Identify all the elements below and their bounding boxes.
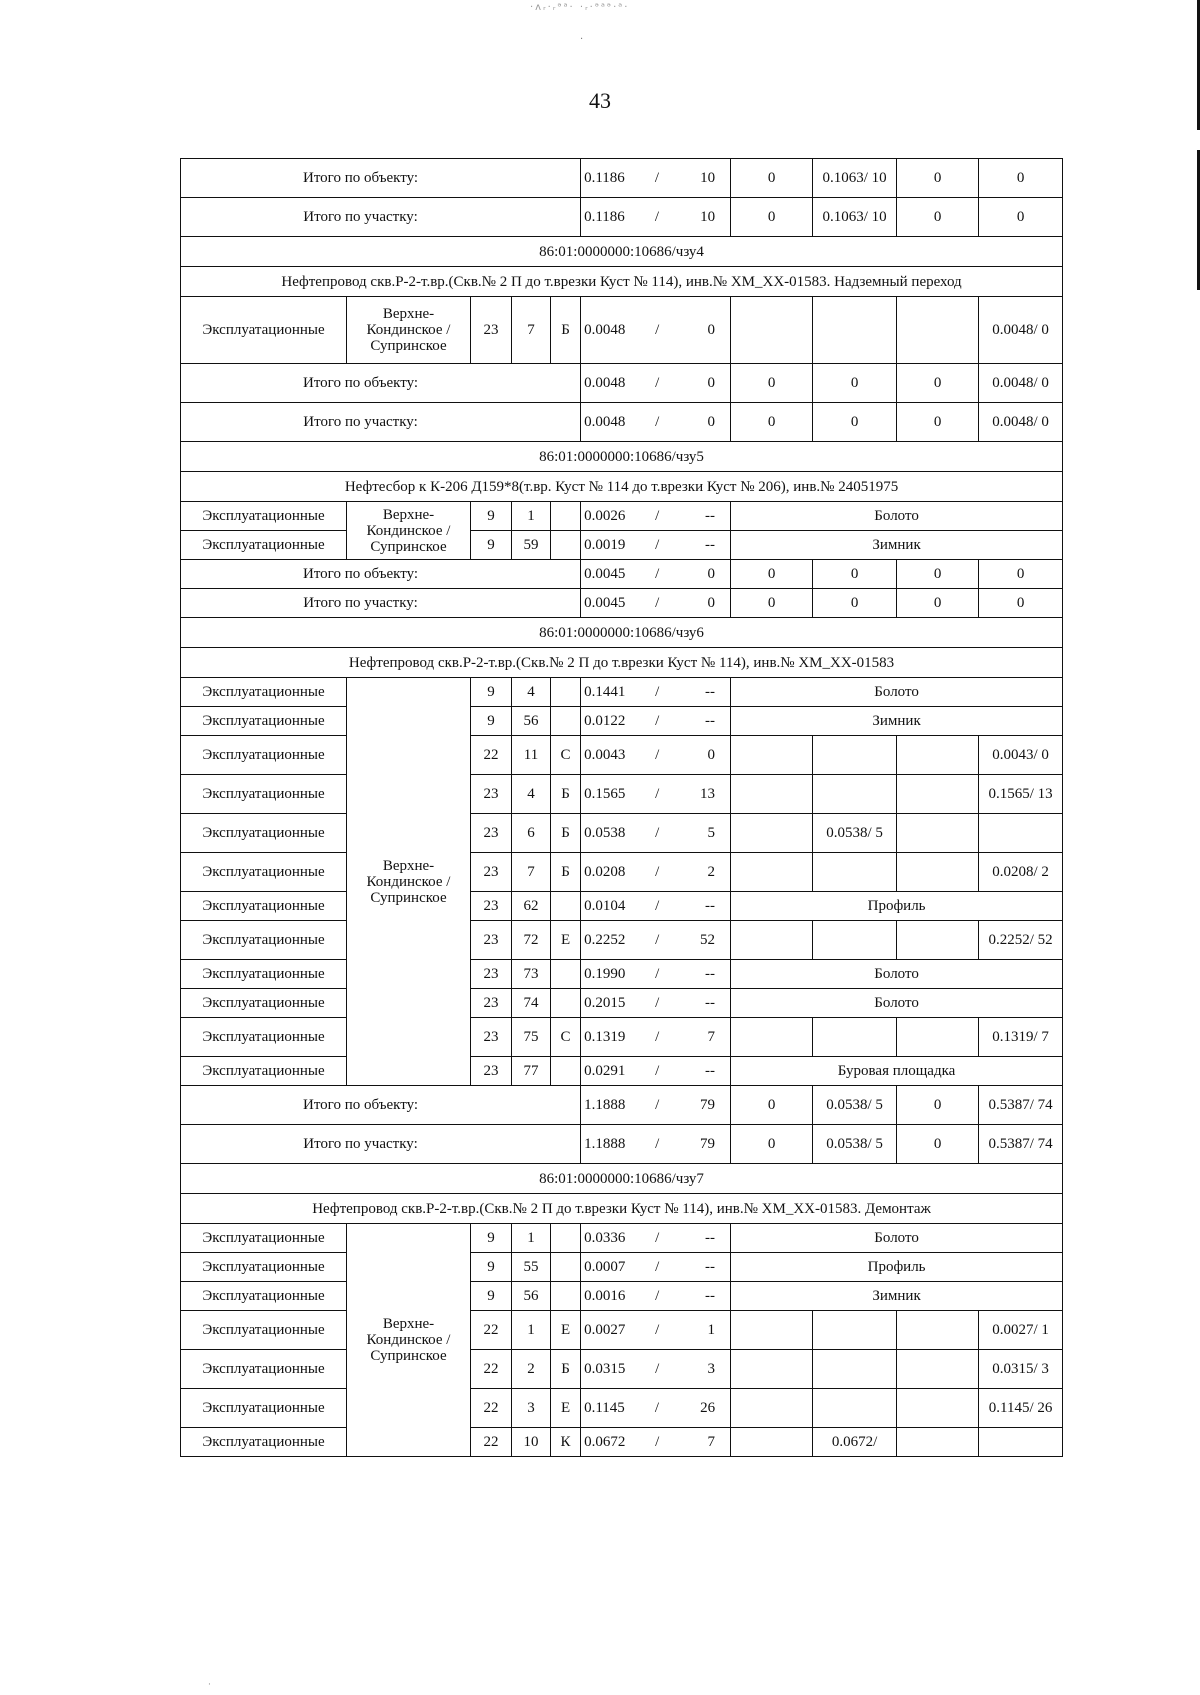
value-cell bbox=[897, 297, 979, 364]
summary-label: Итого по участку: bbox=[303, 209, 418, 225]
area-value: 0.1186 bbox=[584, 209, 625, 225]
note-cell: Зимник bbox=[731, 531, 1063, 560]
area-value: 0.1186 bbox=[584, 170, 625, 186]
note-cell: Буровая площадка bbox=[731, 1057, 1063, 1086]
class-cell bbox=[551, 707, 581, 736]
area-value: 0.0045 bbox=[584, 566, 626, 582]
table-row: Эксплуатационные 9 55 0.0007 / -- Профиль bbox=[181, 1253, 1063, 1282]
area-value: 0.0048 bbox=[584, 322, 626, 338]
quarter-cell: 22 bbox=[471, 1350, 512, 1389]
quarter-cell: 23 bbox=[471, 814, 512, 853]
summary-row-site: Итого по участку: 0.0048 / 0 0 0 0 0.0048/ 0 bbox=[181, 403, 1063, 442]
section-title: Нефтепровод скв.Р-2-т.вр.(Скв.№ 2 П до т.врезки Куст № 114), инв.№ ХМ_ХХ-01583. Надземный переход bbox=[181, 267, 1063, 297]
count-value: 13 bbox=[700, 786, 716, 802]
table-row: Эксплуатационные 23 77 0.0291 / -- Буровая площадка bbox=[181, 1057, 1063, 1086]
table-row: Эксплуатационные Верхне-Кондинское / Супринское 9 4 0.1441 / -- Болото bbox=[181, 678, 1063, 707]
count-value: 26 bbox=[700, 1400, 716, 1416]
class-cell bbox=[551, 1282, 581, 1311]
count-value: 7 bbox=[707, 1029, 716, 1045]
value-cell bbox=[897, 1389, 979, 1428]
value-cell bbox=[897, 1428, 979, 1457]
plot-cell: 77 bbox=[512, 1057, 551, 1086]
cadastral-code: 86:01:0000000:10686/чзу7 bbox=[181, 1164, 1063, 1194]
note-cell: Зимник bbox=[731, 1282, 1063, 1311]
value-cell bbox=[897, 1311, 979, 1350]
quarter-cell: 23 bbox=[471, 775, 512, 814]
value-cell bbox=[731, 1311, 813, 1350]
category-cell: Эксплуатационные bbox=[181, 736, 347, 775]
table-row: Эксплуатационные Верхне-Кондинское / Супринское 23 7 Б 0.0048 / 0 0.0048/ 0 bbox=[181, 297, 1063, 364]
value-cell: 0 bbox=[813, 364, 897, 403]
area-value: 0.0027 bbox=[584, 1322, 626, 1338]
plot-cell: 7 bbox=[512, 297, 551, 364]
class-cell: Б bbox=[551, 1350, 581, 1389]
count-value: 79 bbox=[700, 1097, 716, 1113]
quarter-cell: 23 bbox=[471, 960, 512, 989]
class-cell bbox=[551, 502, 581, 531]
count-value: -- bbox=[705, 537, 716, 553]
value-cell: 0.0315/ 3 bbox=[979, 1350, 1063, 1389]
table-row: Эксплуатационные 23 73 0.1990 / -- Болото bbox=[181, 960, 1063, 989]
count-value: -- bbox=[705, 684, 716, 700]
area-value: 0.0104 bbox=[584, 898, 626, 914]
region-cell: Верхне-Кондинское / Супринское bbox=[347, 502, 471, 560]
value-cell bbox=[731, 814, 813, 853]
value-cell: 0 bbox=[979, 589, 1063, 618]
summary-row-site: Итого по участку: 0.0045 / 0 0 0 0 0 bbox=[181, 589, 1063, 618]
value-cell: 0 bbox=[897, 198, 979, 237]
area-value: 0.1990 bbox=[584, 966, 626, 982]
region-cell: Верхне-Кондинское / Супринское bbox=[347, 297, 471, 364]
value-cell: 0.0043/ 0 bbox=[979, 736, 1063, 775]
plot-cell: 2 bbox=[512, 1350, 551, 1389]
table-row: Эксплуатационные 23 74 0.2015 / -- Болото bbox=[181, 989, 1063, 1018]
quarter-cell: 9 bbox=[471, 531, 512, 560]
class-cell: К bbox=[551, 1428, 581, 1457]
value-cell: 0.5387/ 74 bbox=[979, 1125, 1063, 1164]
plot-cell: 56 bbox=[512, 1282, 551, 1311]
table-row: Эксплуатационные 9 59 0.0019 / -- Зимник bbox=[181, 531, 1063, 560]
value-cell bbox=[979, 814, 1063, 853]
value-cell: 0 bbox=[979, 198, 1063, 237]
value-cell bbox=[731, 853, 813, 892]
area-value: 0.0672 bbox=[584, 1434, 626, 1450]
quarter-cell: 9 bbox=[471, 502, 512, 531]
value-cell bbox=[897, 736, 979, 775]
table-row: Эксплуатационные 23 4 Б 0.1565 / 13 0.1565/ 13 bbox=[181, 775, 1063, 814]
class-cell: Е bbox=[551, 1311, 581, 1350]
count-value: 5 bbox=[707, 825, 716, 841]
table-row: Эксплуатационные 23 72 Е 0.2252 / 52 0.2252/ 52 bbox=[181, 921, 1063, 960]
plot-cell: 4 bbox=[512, 678, 551, 707]
count-value: 1 bbox=[707, 1322, 716, 1338]
note-cell: Болото bbox=[731, 502, 1063, 531]
area-value: 0.2015 bbox=[584, 995, 626, 1011]
count-value: 0 bbox=[707, 747, 716, 763]
value-cell: 0.0208/ 2 bbox=[979, 853, 1063, 892]
area-value: 0.0007 bbox=[584, 1259, 626, 1275]
value-cell: 0 bbox=[813, 403, 897, 442]
class-cell: Е bbox=[551, 1389, 581, 1428]
table-row: Эксплуатационные 9 56 0.0122 / -- Зимник bbox=[181, 707, 1063, 736]
category-cell: Эксплуатационные bbox=[181, 502, 347, 531]
value-cell bbox=[731, 297, 813, 364]
category-cell: Эксплуатационные bbox=[181, 1428, 347, 1457]
value-cell bbox=[897, 775, 979, 814]
quarter-cell: 23 bbox=[471, 1057, 512, 1086]
count-value: 10 bbox=[700, 209, 716, 225]
category-cell: Эксплуатационные bbox=[181, 853, 347, 892]
scan-artifact: · bbox=[208, 1680, 211, 1690]
quarter-cell: 9 bbox=[471, 707, 512, 736]
value-cell bbox=[979, 1428, 1063, 1457]
table-row: Эксплуатационные 22 3 Е 0.1145 / 26 0.1145/ 26 bbox=[181, 1389, 1063, 1428]
scan-artifact: ·ʌᵣ·ᵣᵊᵃ· ·ᵣ·ᵊᵃᵊ·ᵃ· bbox=[530, 2, 630, 13]
plot-cell: 1 bbox=[512, 1224, 551, 1253]
value-cell: 0 bbox=[731, 1125, 813, 1164]
table-row: Эксплуатационные Верхне-Кондинское / Супринское 9 1 0.0026 / -- Болото bbox=[181, 502, 1063, 531]
summary-label: Итого по участку: bbox=[303, 1136, 418, 1152]
value-cell: 0 bbox=[979, 560, 1063, 589]
region-cell: Верхне-Кондинское / Супринское bbox=[347, 678, 471, 1086]
value-cell: 0 bbox=[897, 159, 979, 198]
value-cell: 0.1063/ 10 bbox=[813, 198, 897, 237]
quarter-cell: 22 bbox=[471, 1311, 512, 1350]
quarter-cell: 9 bbox=[471, 1282, 512, 1311]
category-cell: Эксплуатационные bbox=[181, 1350, 347, 1389]
summary-row-site: Итого по участку: 1.1888 / 79 0 0.0538/ 5 0 0.5387/ 74 bbox=[181, 1125, 1063, 1164]
summary-label: Итого по участку: bbox=[303, 414, 418, 430]
value-cell: 0 bbox=[731, 1086, 813, 1125]
area-value: 1.1888 bbox=[584, 1136, 626, 1152]
area-value: 0.0122 bbox=[584, 713, 626, 729]
category-cell: Эксплуатационные bbox=[181, 775, 347, 814]
quarter-cell: 22 bbox=[471, 1428, 512, 1457]
value-cell: 0.0048/ 0 bbox=[979, 403, 1063, 442]
category-cell: Эксплуатационные bbox=[181, 1057, 347, 1086]
note-cell: Профиль bbox=[731, 892, 1063, 921]
value-cell: 0.1145/ 26 bbox=[979, 1389, 1063, 1428]
class-cell bbox=[551, 1253, 581, 1282]
class-cell bbox=[551, 678, 581, 707]
value-cell: 0 bbox=[897, 403, 979, 442]
note-cell: Болото bbox=[731, 678, 1063, 707]
class-cell: Б bbox=[551, 814, 581, 853]
summary-label: Итого по объекту: bbox=[302, 1097, 419, 1113]
value-cell: 0.5387/ 74 bbox=[979, 1086, 1063, 1125]
area-value: 0.0208 bbox=[584, 864, 626, 880]
table-row: Эксплуатационные 23 7 Б 0.0208 / 2 0.0208/ 2 bbox=[181, 853, 1063, 892]
value-cell: 0 bbox=[813, 589, 897, 618]
note-cell: Зимник bbox=[731, 707, 1063, 736]
value-cell: 0 bbox=[897, 589, 979, 618]
class-cell: С bbox=[551, 1018, 581, 1057]
category-cell: Эксплуатационные bbox=[181, 1389, 347, 1428]
quarter-cell: 23 bbox=[471, 1018, 512, 1057]
page-number: 43 bbox=[589, 88, 611, 113]
quarter-cell: 22 bbox=[471, 1389, 512, 1428]
area-value: 0.0291 bbox=[584, 1063, 626, 1079]
class-cell bbox=[551, 1224, 581, 1253]
value-cell: 0 bbox=[813, 560, 897, 589]
value-cell bbox=[731, 736, 813, 775]
class-cell bbox=[551, 1057, 581, 1086]
count-value: -- bbox=[705, 1259, 716, 1275]
summary-row-object: Итого по объекту: 0.0045 / 0 0 0 0 0 bbox=[181, 560, 1063, 589]
class-cell: Б bbox=[551, 775, 581, 814]
area-value: 0.1319 bbox=[584, 1029, 626, 1045]
table-row: Эксплуатационные 23 75 С 0.1319 / 7 0.1319/ 7 bbox=[181, 1018, 1063, 1057]
count-value: 0 bbox=[707, 322, 716, 338]
count-value: -- bbox=[705, 713, 716, 729]
quarter-cell: 23 bbox=[471, 853, 512, 892]
class-cell: Б bbox=[551, 297, 581, 364]
class-cell bbox=[551, 960, 581, 989]
value-cell bbox=[813, 1018, 897, 1057]
plot-cell: 7 bbox=[512, 853, 551, 892]
quarter-cell: 9 bbox=[471, 678, 512, 707]
value-cell bbox=[813, 736, 897, 775]
value-cell bbox=[813, 1389, 897, 1428]
category-cell: Эксплуатационные bbox=[181, 1311, 347, 1350]
plot-cell: 74 bbox=[512, 989, 551, 1018]
area-value: 0.0048 bbox=[584, 414, 626, 430]
count-value: 79 bbox=[700, 1136, 716, 1152]
summary-label: Итого по объекту: bbox=[302, 170, 419, 186]
plot-cell: 73 bbox=[512, 960, 551, 989]
plot-cell: 72 bbox=[512, 921, 551, 960]
table-row: Эксплуатационные 22 11 С 0.0043 / 0 0.0043/ 0 bbox=[181, 736, 1063, 775]
value-cell: 0.1063/ 10 bbox=[813, 159, 897, 198]
value-cell bbox=[813, 853, 897, 892]
count-value: 2 bbox=[707, 864, 716, 880]
value-cell: 0 bbox=[731, 198, 813, 237]
value-cell: 0 bbox=[731, 560, 813, 589]
note-cell: Болото bbox=[731, 1224, 1063, 1253]
summary-row-site: Итого по участку: 0.1186 / 10 0 0.1063/ 10 0 0 bbox=[181, 198, 1063, 237]
quarter-cell: 23 bbox=[471, 892, 512, 921]
value-cell bbox=[813, 297, 897, 364]
value-cell bbox=[731, 1350, 813, 1389]
class-cell bbox=[551, 531, 581, 560]
table-row: Эксплуатационные 22 2 Б 0.0315 / 3 0.0315/ 3 bbox=[181, 1350, 1063, 1389]
category-cell: Эксплуатационные bbox=[181, 892, 347, 921]
value-cell: 0 bbox=[979, 159, 1063, 198]
category-cell: Эксплуатационные bbox=[181, 989, 347, 1018]
plot-cell: 75 bbox=[512, 1018, 551, 1057]
value-cell bbox=[731, 775, 813, 814]
value-cell: 0.0538/ 5 bbox=[813, 1125, 897, 1164]
note-cell: Болото bbox=[731, 989, 1063, 1018]
value-cell: 0.0672/ bbox=[813, 1428, 897, 1457]
value-cell bbox=[897, 814, 979, 853]
section-title: Нефтепровод скв.Р-2-т.вр.(Скв.№ 2 П до т.врезки Куст № 114), инв.№ ХМ_ХХ-01583 bbox=[181, 648, 1063, 678]
area-value: 1.1888 bbox=[584, 1097, 626, 1113]
area-value: 0.0026 bbox=[584, 508, 626, 524]
category-cell: Эксплуатационные bbox=[181, 814, 347, 853]
table-row: Эксплуатационные 23 62 0.0104 / -- Профиль bbox=[181, 892, 1063, 921]
quarter-cell: 23 bbox=[471, 989, 512, 1018]
summary-label: Итого по участку: bbox=[303, 595, 418, 611]
count-value: 7 bbox=[707, 1434, 716, 1450]
category-cell: Эксплуатационные bbox=[181, 1282, 347, 1311]
area-value: 0.0045 bbox=[584, 595, 626, 611]
value-cell: 0 bbox=[897, 364, 979, 403]
class-cell bbox=[551, 892, 581, 921]
value-cell bbox=[897, 921, 979, 960]
area-value: 0.1145 bbox=[584, 1400, 625, 1416]
value-cell: 0 bbox=[731, 403, 813, 442]
plot-cell: 62 bbox=[512, 892, 551, 921]
summary-label: Итого по объекту: bbox=[302, 566, 419, 582]
summary-row-object: Итого по объекту: 0.1186 / 10 0 0.1063/ 10 0 0 bbox=[181, 159, 1063, 198]
quarter-cell: 23 bbox=[471, 921, 512, 960]
value-cell: 0.0538/ 5 bbox=[813, 1086, 897, 1125]
area-value: 0.2252 bbox=[584, 932, 626, 948]
value-cell: 0 bbox=[897, 1125, 979, 1164]
value-cell bbox=[897, 853, 979, 892]
plot-cell: 1 bbox=[512, 502, 551, 531]
value-cell bbox=[731, 1389, 813, 1428]
count-value: -- bbox=[705, 1288, 716, 1304]
category-cell: Эксплуатационные bbox=[181, 297, 347, 364]
category-cell: Эксплуатационные bbox=[181, 707, 347, 736]
cadastral-code: 86:01:0000000:10686/чзу4 bbox=[181, 237, 1063, 267]
quarter-cell: 9 bbox=[471, 1253, 512, 1282]
value-cell bbox=[813, 775, 897, 814]
note-cell: Болото bbox=[731, 960, 1063, 989]
quarter-cell: 9 bbox=[471, 1224, 512, 1253]
region-cell: Верхне-Кондинское / Супринское bbox=[347, 1224, 471, 1457]
table-row: Эксплуатационные 22 1 Е 0.0027 / 1 0.0027/ 1 bbox=[181, 1311, 1063, 1350]
note-cell: Профиль bbox=[731, 1253, 1063, 1282]
plot-cell: 55 bbox=[512, 1253, 551, 1282]
class-cell: С bbox=[551, 736, 581, 775]
value-cell: 0.0048/ 0 bbox=[979, 297, 1063, 364]
value-cell: 0 bbox=[897, 560, 979, 589]
class-cell: Б bbox=[551, 853, 581, 892]
cadastral-code: 86:01:0000000:10686/чзу6 bbox=[181, 618, 1063, 648]
class-cell bbox=[551, 989, 581, 1018]
value-cell bbox=[813, 921, 897, 960]
category-cell: Эксплуатационные bbox=[181, 1018, 347, 1057]
cadastral-code: 86:01:0000000:10686/чзу5 bbox=[181, 442, 1063, 472]
plot-cell: 10 bbox=[512, 1428, 551, 1457]
value-cell: 0.1319/ 7 bbox=[979, 1018, 1063, 1057]
count-value: -- bbox=[705, 1230, 716, 1246]
area-value: 0.1441 bbox=[584, 684, 626, 700]
table-row: Эксплуатационные Верхне-Кондинское / Супринское 9 1 0.0336 / -- Болото bbox=[181, 1224, 1063, 1253]
count-value: 0 bbox=[707, 566, 716, 582]
plot-cell: 1 bbox=[512, 1311, 551, 1350]
count-value: 3 bbox=[707, 1361, 716, 1377]
section-title: Нефтесбор к К-206 Д159*8(т.вр. Куст № 114 до т.врезки Куст № 206), инв.№ 24051975 bbox=[181, 472, 1063, 502]
count-value: 52 bbox=[700, 932, 716, 948]
quarter-cell: 22 bbox=[471, 736, 512, 775]
section-title: Нефтепровод скв.Р-2-т.вр.(Скв.№ 2 П до т.врезки Куст № 114), инв.№ ХМ_ХХ-01583. Демонтаж bbox=[181, 1194, 1063, 1224]
category-cell: Эксплуатационные bbox=[181, 960, 347, 989]
count-value: -- bbox=[705, 898, 716, 914]
value-cell bbox=[897, 1018, 979, 1057]
area-value: 0.0019 bbox=[584, 537, 626, 553]
area-value: 0.0336 bbox=[584, 1230, 626, 1246]
area-value: 0.0048 bbox=[584, 375, 626, 391]
value-cell: 0.1565/ 13 bbox=[979, 775, 1063, 814]
plot-cell: 59 bbox=[512, 531, 551, 560]
count-value: -- bbox=[705, 508, 716, 524]
land-plot-table bbox=[180, 158, 1063, 1457]
area-value: 0.0016 bbox=[584, 1288, 626, 1304]
category-cell: Эксплуатационные bbox=[181, 921, 347, 960]
area-value: 0.0043 bbox=[584, 747, 626, 763]
quarter-cell: 23 bbox=[471, 297, 512, 364]
value-cell: 0.0538/ 5 bbox=[813, 814, 897, 853]
area-value: 0.0538 bbox=[584, 825, 626, 841]
count-value: 0 bbox=[707, 414, 716, 430]
area-value: 0.1565 bbox=[584, 786, 626, 802]
plot-cell: 6 bbox=[512, 814, 551, 853]
summary-label: Итого по объекту: bbox=[302, 375, 419, 391]
value-cell: 0 bbox=[731, 364, 813, 403]
value-cell: 0.0027/ 1 bbox=[979, 1311, 1063, 1350]
value-cell bbox=[897, 1350, 979, 1389]
value-cell bbox=[813, 1311, 897, 1350]
value-cell bbox=[731, 1018, 813, 1057]
summary-row-object: Итого по объекту: 1.1888 / 79 0 0.0538/ 5 0 0.5387/ 74 bbox=[181, 1086, 1063, 1125]
table-row: Эксплуатационные 23 6 Б 0.0538 / 5 0.0538/ 5 bbox=[181, 814, 1063, 853]
count-value: -- bbox=[705, 966, 716, 982]
count-value: 10 bbox=[700, 170, 716, 186]
value-cell: 0 bbox=[897, 1086, 979, 1125]
summary-row-object: Итого по объекту: 0.0048 / 0 0 0 0 0.0048/ 0 bbox=[181, 364, 1063, 403]
plot-cell: 56 bbox=[512, 707, 551, 736]
value-cell: 0.0048/ 0 bbox=[979, 364, 1063, 403]
plot-cell: 4 bbox=[512, 775, 551, 814]
value-cell bbox=[813, 1350, 897, 1389]
table-row: Эксплуатационные 22 10 К 0.0672 / 7 0.0672/ bbox=[181, 1428, 1063, 1457]
scan-artifact: · bbox=[580, 34, 584, 45]
value-cell bbox=[731, 921, 813, 960]
value-cell: 0.2252/ 52 bbox=[979, 921, 1063, 960]
count-value: 0 bbox=[707, 595, 716, 611]
plot-cell: 11 bbox=[512, 736, 551, 775]
count-value: -- bbox=[705, 1063, 716, 1079]
category-cell: Эксплуатационные bbox=[181, 531, 347, 560]
table-row: Эксплуатационные 9 56 0.0016 / -- Зимник bbox=[181, 1282, 1063, 1311]
count-value: -- bbox=[705, 995, 716, 1011]
value-cell bbox=[731, 1428, 813, 1457]
category-cell: Эксплуатационные bbox=[181, 1253, 347, 1282]
value-cell: 0 bbox=[731, 159, 813, 198]
area-value: 0.0315 bbox=[584, 1361, 626, 1377]
count-value: 0 bbox=[707, 375, 716, 391]
value-cell: 0 bbox=[731, 589, 813, 618]
class-cell: Е bbox=[551, 921, 581, 960]
category-cell: Эксплуатационные bbox=[181, 678, 347, 707]
plot-cell: 3 bbox=[512, 1389, 551, 1428]
category-cell: Эксплуатационные bbox=[181, 1224, 347, 1253]
